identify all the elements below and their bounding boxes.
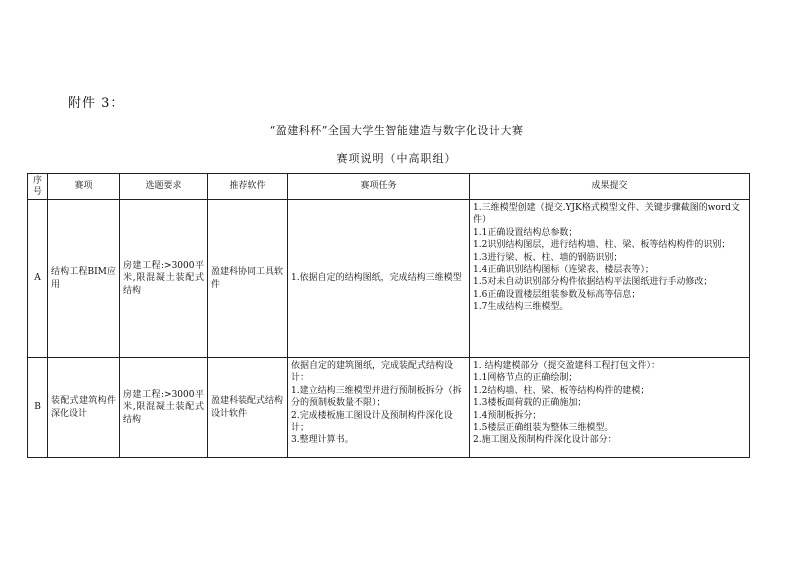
header-software: 推荐软件 (208, 174, 288, 200)
deliverable-line: 2.施工图及预制构件深化设计部分： (473, 435, 617, 446)
table-header-row (28, 174, 750, 200)
deliverable-line: 1.7生成结构三维模型。 (473, 302, 569, 313)
row-item: 结构工程BIM应用 (48, 200, 120, 358)
row-seq: A (28, 200, 48, 358)
header-deliverables: 成果提交 (470, 174, 750, 200)
header-task: 赛项任务 (288, 174, 470, 200)
task-line: 1.依据自定的结构图纸，完成结构三维模型 (291, 273, 462, 284)
deliverable-line: 1.1正确设置结构总参数； (473, 227, 578, 238)
task-line: 1.建立结构三维模型并进行预制板拆分（拆分的预制板数量不限）； (291, 385, 462, 409)
document-title: “盈建科杯”全国大学生智能建造与数字化设计大赛 (269, 124, 524, 137)
deliverable-line: 1.2识别结构图层，进行结构墙、柱、梁、板等结构构件的识别； (473, 240, 731, 251)
row-deliverables (470, 200, 750, 358)
deliverable-line: 1.2结构墙、柱、梁、板等结构构件的建模； (473, 385, 650, 396)
table-row (28, 200, 750, 358)
deliverable-line: 1.5楼层正确组装为整体三维模型。 (473, 423, 614, 434)
row-task (288, 200, 470, 358)
task-line: 3.整理计算书。 (291, 435, 354, 446)
deliverable-line: 1.4正确识别结构图标（连梁表、楼层表等）； (473, 265, 654, 276)
deliverable-line: 1.5对未自动识别部分构件依据结构平法图纸进行手动修改； (473, 277, 713, 288)
row-deliverables (470, 358, 750, 458)
row-software: 盈建科协同工具软件 (208, 200, 288, 358)
deliverable-line: 1.3进行梁、板、柱、墙的钢筋识别； (473, 252, 623, 263)
row-requirement: 房建工程:>3000平米,限混凝土装配式结构 (120, 200, 208, 358)
row-requirement: 房建工程:>3000平米,限混凝土装配式结构 (120, 358, 208, 458)
deliverable-line: 1.三维模型创建（提交.YJK格式模型文件、关键步骤截图的word文件） (473, 203, 740, 226)
document-subtitle: 赛项说明（中高职组） (336, 152, 457, 165)
header-item: 赛项 (48, 174, 120, 200)
deliverable-line: 1.6正确设置楼层组装参数及标高等信息； (473, 289, 641, 300)
header-requirement: 选题要求 (120, 174, 208, 200)
deliverable-line: 1.3楼板面荷载的正确施加； (473, 398, 587, 409)
competition-table (27, 173, 750, 458)
header-seq: 序号 (28, 174, 48, 200)
row-task (288, 358, 470, 458)
task-line: 依据自定的建筑图纸，完成装配式结构设计： (291, 361, 454, 384)
row-software: 盈建科装配式结构设计软件 (208, 358, 288, 458)
deliverable-line: 1.4预制板拆分； (473, 410, 542, 421)
deliverable-line: 1. 结构建模部分（提交盈建科工程打包文件）： (473, 361, 660, 371)
attachment-label: 附件 3： (68, 96, 125, 111)
table-row (28, 358, 750, 458)
deliverable-line: 1.1网格节点的正确绘制； (473, 373, 578, 384)
task-line: 2.完成楼板施工图设计及预制构件深化设计； (291, 410, 453, 434)
row-seq: B (28, 358, 48, 458)
row-item: 装配式建筑构件深化设计 (48, 358, 120, 458)
